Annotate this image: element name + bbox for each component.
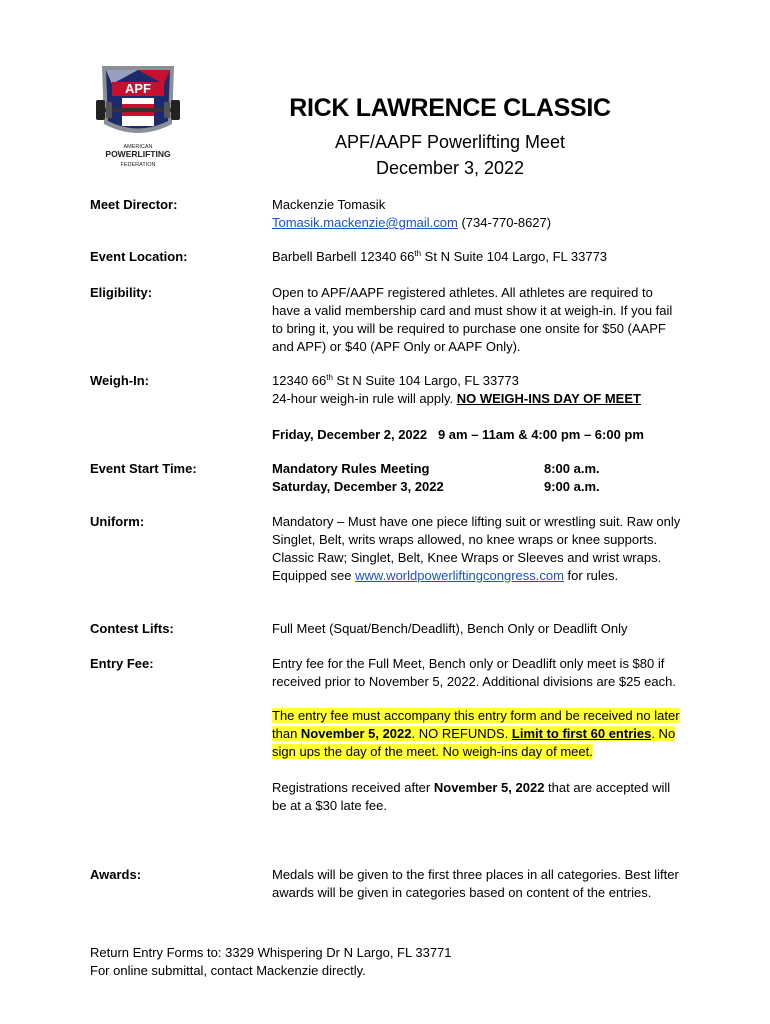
deadline-text: The entry fee must accompany this entry form and be received no later than (272, 708, 680, 741)
uniform-text: Mandatory – Must have one piece lifting suit or wrestling suit. Raw only Singlet, Belt, writs wraps allowed, no knee wraps or knee supports. Classic Raw; Singlet, Belt, Knee Wraps or Sleeves and wrist wraps. Equipped see (272, 514, 681, 583)
entry-limit: Limit to first 60 entries (511, 726, 652, 741)
entry-fee-label: Entry Fee: (90, 656, 154, 671)
event-start-value (272, 460, 682, 496)
schedule-item (272, 478, 682, 496)
late-fee-suffix: that are accepted will be at a $30 late fee. (272, 780, 671, 813)
eligibility-label: Eligibility: (90, 285, 153, 300)
location-text-cont: St N Suite 104 Largo, FL 33773 (421, 249, 608, 264)
meet-director-label: Meet Director: (90, 197, 178, 212)
uniform-tail: for rules. (563, 568, 619, 583)
entry-fee-text: Entry fee for the Full Meet, Bench only or Deadlift only meet is $80 if received prior to November 5, 2022. Additional divisions are $25 each. (272, 656, 676, 689)
apf-shield-icon (92, 64, 184, 174)
svg-text:POWERLIFTING: POWERLIFTING (105, 149, 171, 159)
late-fee-prefix: Registrations received after (272, 780, 434, 795)
eligibility-text: Open to APF/AAPF registered athletes. All athletes are required to have a valid membership card and must show it at weigh-in. If you fail to bring it, you will be required to purchase one onsite for $50 (AAPF and APF) or $40 (APF Only or AAPF Only). (272, 285, 673, 354)
event-location-label: Event Location: (90, 249, 188, 264)
schedule-item-name: Mandatory Rules Meeting (272, 461, 430, 476)
weigh-in-rule-emphasis: NO WEIGH-INS DAY OF MEET (456, 391, 641, 406)
entry-fee-deadline (272, 707, 682, 761)
director-name: Mackenzie Tomasik (272, 197, 386, 212)
uniform-value (272, 513, 682, 585)
no-refunds-text: . NO REFUNDS. (411, 726, 512, 741)
apf-logo (92, 64, 184, 174)
location-text: Barbell Barbell 12340 66 (272, 249, 415, 264)
schedule-item (272, 460, 682, 478)
weigh-in-rule: 24-hour weigh-in rule will apply. (272, 391, 457, 406)
weigh-in-address: 12340 66 (272, 373, 327, 388)
weigh-in-label: Weigh-In: (90, 373, 149, 388)
meet-date: December 3, 2022 (375, 158, 525, 178)
header (230, 92, 670, 180)
director-phone: (734-770-8627) (457, 215, 552, 230)
svg-text:AMERICAN: AMERICAN (123, 144, 153, 150)
weigh-in-sup: th (326, 373, 333, 382)
no-signups-text: . No sign ups the day of the meet. No weigh-ins day of meet. (272, 726, 676, 759)
event-location-value (272, 248, 682, 266)
late-fee-text (272, 779, 682, 815)
weigh-in-schedule (272, 426, 682, 444)
contest-lifts-text: Full Meet (Squat/Bench/Deadlift), Bench Only or Deadlift Only (272, 621, 628, 636)
deadline-date: November 5, 2022 (300, 726, 412, 741)
page-title: RICK LAWRENCE CLASSIC (289, 94, 611, 122)
weigh-in-day: Friday, December 2, 2022 (272, 427, 428, 442)
event-start-label: Event Start Time: (90, 461, 197, 476)
online-submittal-note: For online submittal, contact Mackenzie directly. (90, 963, 366, 978)
weigh-in-value (272, 372, 682, 444)
schedule-item-time: 9:00 a.m. (544, 479, 600, 494)
weigh-in-address-cont: St N Suite 104 Largo, FL 33773 (332, 373, 519, 388)
footer (90, 944, 452, 980)
meet-director-value (272, 196, 682, 232)
svg-text:FEDERATION: FEDERATION (120, 162, 156, 168)
awards-label: Awards: (90, 867, 142, 882)
svg-text:APF: APF (125, 81, 151, 96)
uniform-label: Uniform: (90, 514, 145, 529)
page-subtitle: APF/AAPF Powerlifting Meet (334, 132, 566, 152)
entry-fee-value (272, 655, 682, 815)
late-fee-date: November 5, 2022 (433, 780, 545, 795)
wpc-link[interactable]: www.worldpowerliftingcongress.com (355, 568, 564, 583)
schedule-item-time: 8:00 a.m. (544, 461, 600, 476)
return-address: Return Entry Forms to: 3329 Whispering Dr N Largo, FL 33771 (90, 945, 452, 960)
awards-text: Medals will be given to the first three places in all categories. Best lifter awards will be given in categories based on content of the entries. (272, 867, 679, 900)
location-sup: th (414, 249, 422, 258)
weigh-in-hours: 9 am – 11am & 4:00 pm – 6:00 pm (437, 427, 644, 442)
director-email-link[interactable]: Tomasik.mackenzie@gmail.com (272, 215, 458, 230)
schedule-item-name: Saturday, December 3, 2022 (272, 479, 444, 494)
contest-lifts-label: Contest Lifts: (90, 621, 174, 636)
